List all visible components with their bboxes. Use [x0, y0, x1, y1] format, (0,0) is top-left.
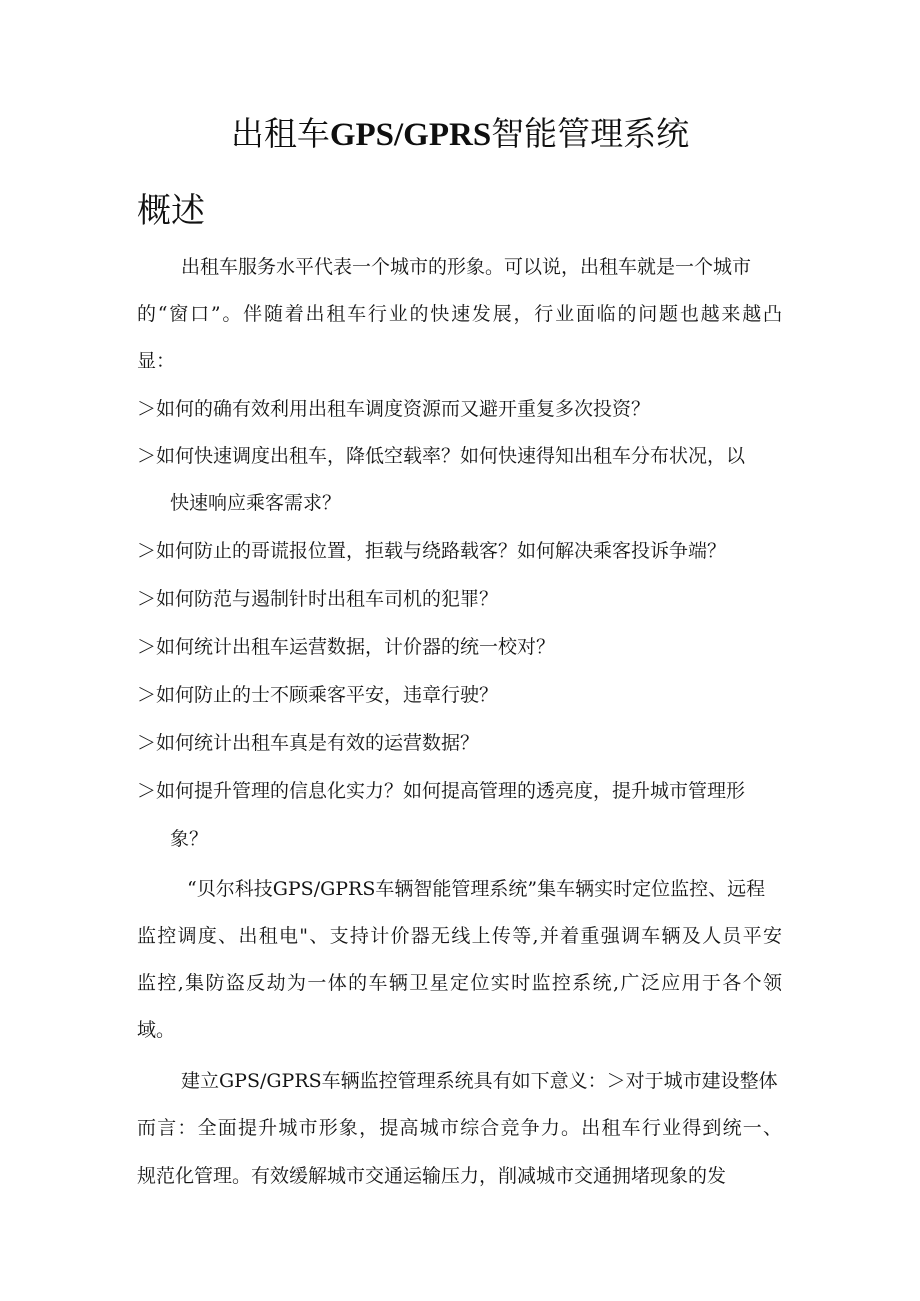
paragraph-line: 的“窗口”。伴随着出租车行业的快速发展，行业面临的问题也越来越凸	[137, 303, 782, 325]
paragraph-line: 显：	[137, 350, 176, 372]
list-item-continuation: 快速响应乘客需求？	[170, 492, 342, 514]
title-latin: GPS/GPRS	[329, 117, 492, 153]
paragraph-line: “贝尔科技GPS/GPRS车辆智能管理系统”集车辆实时定位监控、远程	[187, 878, 766, 900]
list-item: ＞如何的确有效利用出租车调度资源而又避开重复多次投资？	[137, 398, 651, 420]
list-item: ＞如何统计出租车真是有效的运营数据？	[137, 732, 480, 754]
paragraph-line: 规范化管理。有效缓解城市交通运输压力，削减城市交通拥堵现象的发	[137, 1165, 727, 1187]
document-title	[0, 112, 920, 157]
paragraph-line: 监控,集防盗反劫为一体的车辆卫星定位实时监控系统,广泛应用于各个领	[137, 972, 782, 994]
list-item: ＞如何防范与遏制针时出租车司机的犯罪？	[137, 588, 499, 610]
list-item: ＞如何防止的士不顾乘客平安，违章行驶？	[137, 684, 499, 706]
list-item: ＞如何统计出租车运营数据，计价器的统一校对？	[137, 636, 556, 658]
paragraph-line: 而言：全面提升城市形象，提高城市综合竞争力。出租车行业得到统一、	[137, 1117, 782, 1139]
title-suffix: 智能管理系统	[491, 114, 690, 153]
list-item: ＞如何提升管理的信息化实力？如何提高管理的透亮度，提升城市管理形	[137, 780, 746, 802]
paragraph-line: 监控调度、出租电"、支持计价器无线上传等,并着重强调车辆及人员平安	[137, 925, 782, 947]
section-heading: 概述	[137, 191, 205, 231]
paragraph-line: 建立GPS/GPRS车辆监控管理系统具有如下意义：＞对于城市建设整体	[181, 1070, 778, 1092]
list-item: ＞如何快速调度出租车，降低空载率？如何快速得知出租车分布状况，以	[137, 445, 746, 467]
list-item-continuation: 象？	[170, 828, 209, 850]
list-item: ＞如何防止的哥谎报位置，拒载与绕路载客？如何解决乘客投诉争端？	[137, 540, 727, 562]
paragraph-line: 出租车服务水平代表一个城市的形象。可以说，出租车就是一个城市	[181, 256, 752, 278]
paragraph-line: 域。	[137, 1019, 176, 1041]
title-prefix: 出租车	[230, 114, 330, 153]
